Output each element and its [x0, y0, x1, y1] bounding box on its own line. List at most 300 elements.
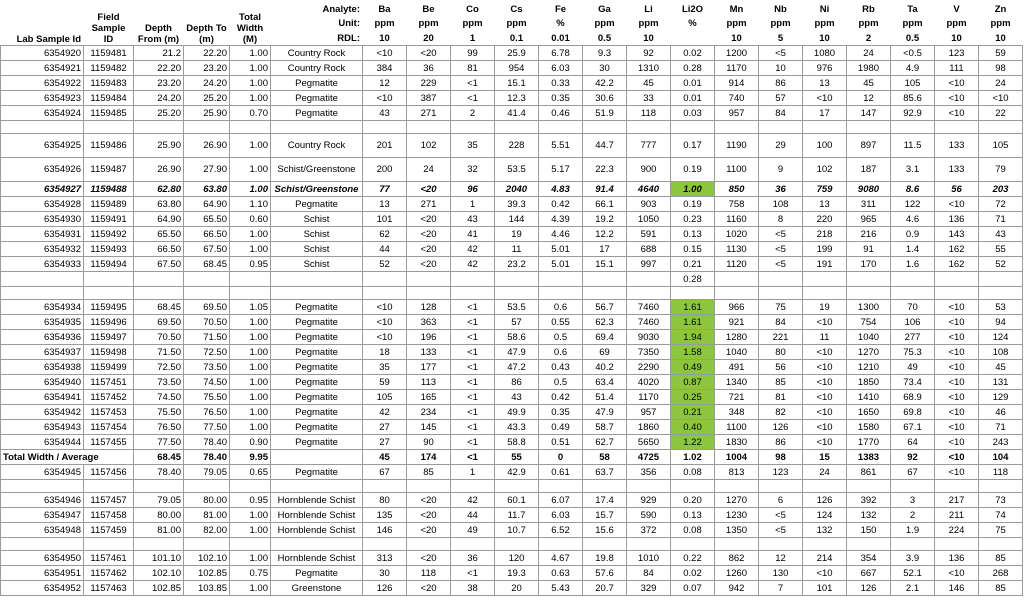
empty-cell — [407, 272, 451, 287]
value-cell-ba: 67 — [363, 465, 407, 480]
value-cell-mn: 1260 — [715, 566, 759, 581]
empty-cell — [847, 538, 891, 551]
value-cell-be: <20 — [407, 227, 451, 242]
value-cell-li: 1310 — [627, 61, 671, 76]
value-cell-ba: 44 — [363, 242, 407, 257]
value-cell-fe: 6.78 — [539, 46, 583, 61]
empty-cell — [539, 480, 583, 493]
note-row — [1, 272, 1023, 287]
value-cell-rb: 12 — [847, 91, 891, 106]
value-cell-rb: 126 — [847, 581, 891, 596]
lab-sample-id-cell: 6354931 — [1, 227, 84, 242]
value-cell-mn: 1190 — [715, 134, 759, 158]
rdl-header-ga: 0.5 — [583, 31, 627, 46]
value-cell-ni: 11 — [803, 330, 847, 345]
empty-cell — [184, 121, 230, 134]
value-cell-cs: 47.2 — [495, 360, 539, 375]
value-cell-li2o: 0.07 — [671, 581, 715, 596]
analyte-header-mn: Mn — [715, 1, 759, 16]
empty-cell — [935, 480, 979, 493]
value-cell-be: <20 — [407, 523, 451, 538]
table-row — [1, 345, 1023, 360]
depth-to-cell: 63.80 — [184, 182, 230, 197]
empty-cell — [583, 287, 627, 300]
table-row — [1, 106, 1023, 121]
value-cell-li2o: 0.21 — [671, 405, 715, 420]
value-cell-li2o: 0.13 — [671, 508, 715, 523]
value-cell-fe: 0.42 — [539, 197, 583, 212]
empty-cell — [363, 272, 407, 287]
depth-from-cell: 62.80 — [134, 182, 184, 197]
analyte-header-li2o: Li2O — [671, 1, 715, 16]
value-cell-li: 118 — [627, 106, 671, 121]
value-cell-be: 133 — [407, 345, 451, 360]
value-cell-li2o: 0.21 — [671, 257, 715, 272]
value-cell-rb: 187 — [847, 158, 891, 182]
value-cell-ga: 22.3 — [583, 158, 627, 182]
value-cell-ni: 24 — [803, 465, 847, 480]
empty-cell — [803, 480, 847, 493]
total-width-cell: 1.00 — [230, 405, 271, 420]
analyte-header-v: V — [935, 1, 979, 16]
depth-from-cell: 63.80 — [134, 197, 184, 212]
rock-type-cell: Pegmatite — [271, 330, 363, 345]
value-cell-cs: 11 — [495, 242, 539, 257]
table-row — [1, 182, 1023, 197]
depth-from-cell: 25.20 — [134, 106, 184, 121]
value-cell-v: 211 — [935, 508, 979, 523]
value-cell-ni: 126 — [803, 493, 847, 508]
value-cell-zn: 24 — [979, 76, 1023, 91]
value-cell-cs: 19.3 — [495, 566, 539, 581]
value-cell-ba: 105 — [363, 390, 407, 405]
value-cell-ni: 976 — [803, 61, 847, 76]
value-cell-v: <10 — [935, 76, 979, 91]
value-cell-mn: 966 — [715, 300, 759, 315]
total-depth-from-cell: 68.45 — [134, 450, 184, 465]
value-cell-li2o: 0.49 — [671, 360, 715, 375]
value-cell-be: 234 — [407, 405, 451, 420]
empty-cell — [539, 121, 583, 134]
value-cell-ni: 101 — [803, 581, 847, 596]
value-cell-be: <20 — [407, 182, 451, 197]
value-cell-mn: 1170 — [715, 61, 759, 76]
field-sample-id-cell: 1159487 — [84, 158, 134, 182]
empty-cell — [495, 287, 539, 300]
depth-to-cell: 69.50 — [184, 300, 230, 315]
analyte-header-cs: Cs — [495, 1, 539, 16]
empty-cell — [363, 287, 407, 300]
field-sample-id-cell: 1159495 — [84, 300, 134, 315]
value-cell-ga: 69 — [583, 345, 627, 360]
value-cell-cs: 144 — [495, 212, 539, 227]
depth-to-cell: 76.50 — [184, 405, 230, 420]
total-width-cell: 1.00 — [230, 345, 271, 360]
field-sample-id-cell: 1157457 — [84, 493, 134, 508]
empty-cell — [184, 287, 230, 300]
value-cell-cs: 60.1 — [495, 493, 539, 508]
value-cell-v: <10 — [935, 91, 979, 106]
value-cell-mn: 1160 — [715, 212, 759, 227]
value-cell-mn: 1100 — [715, 420, 759, 435]
value-cell-zn: 72 — [979, 197, 1023, 212]
value-cell-v: <10 — [935, 315, 979, 330]
empty-cell — [271, 287, 363, 300]
total-width-cell: 1.00 — [230, 420, 271, 435]
value-cell-ba: <10 — [363, 300, 407, 315]
depth-to-cell: 70.50 — [184, 315, 230, 330]
value-cell-fe: 4.83 — [539, 182, 583, 197]
value-cell-zn: 243 — [979, 435, 1023, 450]
value-cell-co: 32 — [451, 158, 495, 182]
depth-to-cell: 24.20 — [184, 76, 230, 91]
depth-from-cell: 73.50 — [134, 375, 184, 390]
value-cell-ga: 63.7 — [583, 465, 627, 480]
average-cell-ni: 15 — [803, 450, 847, 465]
table-row — [1, 300, 1023, 315]
average-cell-co: <1 — [451, 450, 495, 465]
value-cell-zn: <10 — [979, 91, 1023, 106]
value-cell-li2o: 1.22 — [671, 435, 715, 450]
value-cell-co: <1 — [451, 375, 495, 390]
lab-sample-id-cell: 6354924 — [1, 106, 84, 121]
value-cell-ni: <10 — [803, 375, 847, 390]
value-cell-fe: 0.35 — [539, 405, 583, 420]
table-row — [1, 91, 1023, 106]
empty-cell — [230, 287, 271, 300]
value-cell-ga: 42.2 — [583, 76, 627, 91]
value-cell-cs: 11.7 — [495, 508, 539, 523]
total-width-cell: 0.95 — [230, 493, 271, 508]
value-cell-be: 113 — [407, 375, 451, 390]
rdl-header-zn: 10 — [979, 31, 1023, 46]
value-cell-li: 903 — [627, 197, 671, 212]
depth-to-cell: 65.50 — [184, 212, 230, 227]
value-cell-be: <20 — [407, 508, 451, 523]
value-cell-nb: 7 — [759, 581, 803, 596]
unit-label: Unit: — [271, 16, 363, 31]
value-cell-ba: <10 — [363, 46, 407, 61]
empty-cell — [671, 287, 715, 300]
total-width-cell: 1.00 — [230, 76, 271, 91]
rock-type-cell: Hornblende Schist — [271, 493, 363, 508]
value-cell-li: 372 — [627, 523, 671, 538]
empty-cell — [271, 480, 363, 493]
table-row — [1, 523, 1023, 538]
value-cell-li2o: 0.87 — [671, 375, 715, 390]
rock-type-cell: Pegmatite — [271, 91, 363, 106]
value-cell-li2o: 0.25 — [671, 390, 715, 405]
depth-from-cell: 76.50 — [134, 420, 184, 435]
value-cell-co: 36 — [451, 551, 495, 566]
value-cell-ni: <10 — [803, 360, 847, 375]
value-cell-mn: 1130 — [715, 242, 759, 257]
value-cell-mn: 850 — [715, 182, 759, 197]
empty-cell — [134, 272, 184, 287]
empty-cell — [583, 272, 627, 287]
value-cell-li: 4020 — [627, 375, 671, 390]
value-cell-ga: 91.4 — [583, 182, 627, 197]
value-cell-nb: 221 — [759, 330, 803, 345]
unit-header-rb: ppm — [847, 16, 891, 31]
empty-cell — [184, 272, 230, 287]
value-cell-be: 229 — [407, 76, 451, 91]
value-cell-ni: 759 — [803, 182, 847, 197]
lab-sample-id-cell: 6354941 — [1, 390, 84, 405]
total-width-cell: 1.00 — [230, 182, 271, 197]
empty-cell — [935, 538, 979, 551]
empty-cell — [84, 538, 134, 551]
value-cell-co: 42 — [451, 242, 495, 257]
value-cell-ga: 17 — [583, 242, 627, 257]
value-cell-zn: 73 — [979, 493, 1023, 508]
value-cell-be: 24 — [407, 158, 451, 182]
depth-from-cell: 24.20 — [134, 91, 184, 106]
value-cell-zn: 108 — [979, 345, 1023, 360]
value-cell-ba: <10 — [363, 315, 407, 330]
value-cell-cs: 49.9 — [495, 405, 539, 420]
rock-type-cell: Schist — [271, 227, 363, 242]
depth-from-cell: 74.50 — [134, 390, 184, 405]
value-cell-zn: 85 — [979, 581, 1023, 596]
value-cell-ta: 3.1 — [891, 158, 935, 182]
empty-cell — [891, 538, 935, 551]
rock-type-cell: Schist — [271, 242, 363, 257]
empty-cell — [715, 538, 759, 551]
field-sample-id-cell: 1159496 — [84, 315, 134, 330]
value-cell-rb: 1040 — [847, 330, 891, 345]
field-sample-id-cell: 1157462 — [84, 566, 134, 581]
rock-type-cell: Schist/Greenstone — [271, 182, 363, 197]
value-cell-mn: 1270 — [715, 493, 759, 508]
empty-cell — [627, 480, 671, 493]
empty-cell — [230, 480, 271, 493]
value-cell-v: <10 — [935, 360, 979, 375]
value-cell-ga: 56.7 — [583, 300, 627, 315]
rdl-header-co: 1 — [451, 31, 495, 46]
value-cell-zn: 45 — [979, 360, 1023, 375]
value-cell-cs: 25.9 — [495, 46, 539, 61]
empty-cell — [134, 121, 184, 134]
field-sample-id-cell: 1159481 — [84, 46, 134, 61]
value-cell-cs: 15.1 — [495, 76, 539, 91]
value-cell-cs: 228 — [495, 134, 539, 158]
value-cell-v: <10 — [935, 345, 979, 360]
analyte-header-li: Li — [627, 1, 671, 16]
value-cell-ta: 4.9 — [891, 61, 935, 76]
empty-cell — [583, 538, 627, 551]
value-cell-ta: 52.1 — [891, 566, 935, 581]
empty-cell — [451, 272, 495, 287]
field-sample-id-cell: 1159489 — [84, 197, 134, 212]
average-cell-mn: 1004 — [715, 450, 759, 465]
value-cell-mn: 1830 — [715, 435, 759, 450]
value-cell-mn: 1230 — [715, 508, 759, 523]
unit-header-v: ppm — [935, 16, 979, 31]
depth-to-cell: 23.20 — [184, 61, 230, 76]
depth-from-cell: 81.00 — [134, 523, 184, 538]
value-cell-zn: 71 — [979, 212, 1023, 227]
table-row — [1, 405, 1023, 420]
value-cell-ta: 2 — [891, 508, 935, 523]
value-cell-v: <10 — [935, 300, 979, 315]
value-cell-rb: 1980 — [847, 61, 891, 76]
depth-to-cell: 67.50 — [184, 242, 230, 257]
empty-cell — [184, 538, 230, 551]
total-depth-to-cell: 78.40 — [184, 450, 230, 465]
value-cell-nb: 9 — [759, 158, 803, 182]
value-cell-ga: 57.6 — [583, 566, 627, 581]
value-cell-v: <10 — [935, 435, 979, 450]
lab-sample-id-cell: 6354948 — [1, 523, 84, 538]
lab-sample-id-cell: 6354945 — [1, 465, 84, 480]
total-width-cell: 0.70 — [230, 106, 271, 121]
value-cell-zn: 22 — [979, 106, 1023, 121]
total-width-cell: 1.00 — [230, 315, 271, 330]
value-cell-zn: 268 — [979, 566, 1023, 581]
depth-from-cell: 21.2 — [134, 46, 184, 61]
depth-to-cell: 79.05 — [184, 465, 230, 480]
value-cell-fe: 6.52 — [539, 523, 583, 538]
value-cell-co: 96 — [451, 182, 495, 197]
value-cell-ta: 73.4 — [891, 375, 935, 390]
value-cell-v: 217 — [935, 493, 979, 508]
value-cell-ni: <10 — [803, 566, 847, 581]
depth-from-cell: 65.50 — [134, 227, 184, 242]
empty-cell — [271, 121, 363, 134]
value-cell-fe: 0.35 — [539, 91, 583, 106]
total-average-row — [1, 450, 1023, 465]
analyte-header-zn: Zn — [979, 1, 1023, 16]
field-sample-id-cell: 1157454 — [84, 420, 134, 435]
value-cell-mn: 1340 — [715, 375, 759, 390]
value-cell-v: 162 — [935, 257, 979, 272]
empty-cell — [759, 287, 803, 300]
lab-sample-id-cell: 6354951 — [1, 566, 84, 581]
average-cell-nb: 98 — [759, 450, 803, 465]
rdl-header-li2o — [671, 31, 715, 46]
empty-cell — [979, 272, 1023, 287]
analyte-header-co: Co — [451, 1, 495, 16]
value-cell-cs: 43 — [495, 390, 539, 405]
value-cell-v: 123 — [935, 46, 979, 61]
depth-from-cell: 102.85 — [134, 581, 184, 596]
value-cell-nb: 82 — [759, 405, 803, 420]
value-cell-cs: 41.4 — [495, 106, 539, 121]
empty-cell — [451, 480, 495, 493]
value-cell-nb: 84 — [759, 315, 803, 330]
empty-cell — [1, 480, 84, 493]
lab-sample-id-cell: 6354933 — [1, 257, 84, 272]
table-row — [1, 197, 1023, 212]
unit-header-ga: ppm — [583, 16, 627, 31]
value-cell-rb: 9080 — [847, 182, 891, 197]
empty-cell — [407, 121, 451, 134]
total-width-cell: 1.00 — [230, 390, 271, 405]
value-cell-rb: 1210 — [847, 360, 891, 375]
field-sample-id-cell: 1157458 — [84, 508, 134, 523]
value-cell-ba: 200 — [363, 158, 407, 182]
table-row — [1, 46, 1023, 61]
value-cell-ni: <10 — [803, 420, 847, 435]
field-sample-id-cell: 1159492 — [84, 227, 134, 242]
analyte-header-ta: Ta — [891, 1, 935, 16]
depth-from-cell: 69.50 — [134, 315, 184, 330]
empty-cell — [1, 538, 84, 551]
value-cell-co: <1 — [451, 315, 495, 330]
value-cell-cs: 20 — [495, 581, 539, 596]
value-cell-ba: 384 — [363, 61, 407, 76]
value-cell-ni: 13 — [803, 76, 847, 91]
value-cell-zn: 75 — [979, 523, 1023, 538]
empty-cell — [84, 121, 134, 134]
value-cell-rb: 754 — [847, 315, 891, 330]
value-cell-ta: 64 — [891, 435, 935, 450]
value-cell-v: 143 — [935, 227, 979, 242]
value-cell-nb: <5 — [759, 508, 803, 523]
blank-row — [1, 121, 1023, 134]
total-width-cell: 1.00 — [230, 91, 271, 106]
analyte-label: Analyte: — [271, 1, 363, 16]
value-cell-be: 387 — [407, 91, 451, 106]
rock-type-cell: Country Rock — [271, 61, 363, 76]
rock-type-cell: Hornblende Schist — [271, 551, 363, 566]
value-cell-be: 177 — [407, 360, 451, 375]
value-cell-be: <20 — [407, 551, 451, 566]
value-cell-be: 102 — [407, 134, 451, 158]
empty-cell — [184, 480, 230, 493]
rock-type-cell: Pegmatite — [271, 420, 363, 435]
value-cell-ta: 67.1 — [891, 420, 935, 435]
lab-sample-id-cell: 6354923 — [1, 91, 84, 106]
lab-sample-id-cell: 6354925 — [1, 134, 84, 158]
empty-cell — [671, 121, 715, 134]
analyte-header-nb: Nb — [759, 1, 803, 16]
field-sample-id-cell: 1159482 — [84, 61, 134, 76]
value-cell-ni: 124 — [803, 508, 847, 523]
table-row — [1, 227, 1023, 242]
value-cell-fe: 5.51 — [539, 134, 583, 158]
value-cell-ga: 15.7 — [583, 508, 627, 523]
value-cell-li: 1860 — [627, 420, 671, 435]
empty-cell — [271, 538, 363, 551]
lab-sample-id-cell: 6354927 — [1, 182, 84, 197]
value-cell-fe: 0.43 — [539, 360, 583, 375]
rock-type-cell: Pegmatite — [271, 360, 363, 375]
empty-cell — [407, 287, 451, 300]
empty-cell — [715, 272, 759, 287]
table-row — [1, 315, 1023, 330]
value-cell-mn: 1040 — [715, 345, 759, 360]
value-cell-fe: 5.01 — [539, 242, 583, 257]
unit-header-be: ppm — [407, 16, 451, 31]
value-cell-nb: <5 — [759, 257, 803, 272]
value-cell-li: 7460 — [627, 315, 671, 330]
average-cell-li2o: 1.02 — [671, 450, 715, 465]
value-cell-ba: 27 — [363, 435, 407, 450]
value-cell-mn: 1350 — [715, 523, 759, 538]
value-cell-rb: 1300 — [847, 300, 891, 315]
lab-sample-id-cell: 6354946 — [1, 493, 84, 508]
value-cell-nb: 75 — [759, 300, 803, 315]
lab-sample-id-cell: 6354932 — [1, 242, 84, 257]
value-cell-rb: 45 — [847, 76, 891, 91]
value-cell-mn: 758 — [715, 197, 759, 212]
lab-sample-id-cell: 6354947 — [1, 508, 84, 523]
value-cell-fe: 0.33 — [539, 76, 583, 91]
depth-to-header: Depth To (m) — [184, 1, 230, 46]
table-row — [1, 242, 1023, 257]
